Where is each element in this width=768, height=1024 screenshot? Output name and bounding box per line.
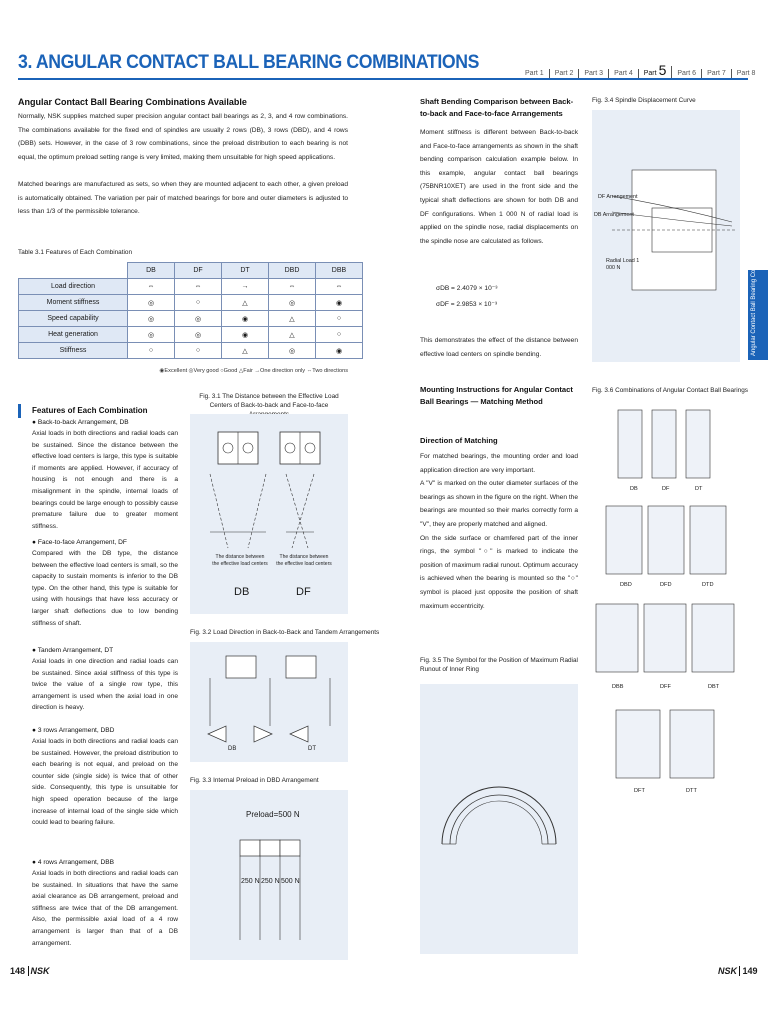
table-cell: △: [269, 311, 316, 327]
formula-db: σDB = 2.4079 × 10⁻³: [436, 285, 498, 292]
table-cell: ◎: [269, 295, 316, 311]
fig36-caption: Fig. 3.6 Combinations of Angular Contact Ball Bearings: [592, 387, 748, 394]
table-cell: ◎: [128, 295, 175, 311]
table-cell: ◎: [269, 343, 316, 359]
table-cell: △: [222, 295, 269, 311]
intro-paragraph-2: Matched bearings are manufactured as sets, so when they are mounted adjacent to each other, a given preload is automatically obtained. The variation per pair of matched bearings for bore and outer diameters is adjusted to less than 1/3 of the permissible tolerance.: [18, 181, 348, 216]
direction-body: [420, 450, 578, 613]
feature-title: ● 3 rows Arrangement, DBD: [32, 727, 115, 734]
row-label: Speed capability: [19, 311, 128, 327]
feature-db: [32, 418, 178, 532]
title-rule: [18, 78, 748, 80]
shaft-heading: Shaft Bending Comparison between Back-to-back and Face-to-face Arrangements: [420, 97, 574, 118]
fig36-label: DFT: [634, 788, 645, 794]
table-cell: ○: [175, 295, 222, 311]
table-cell: ⇔: [269, 279, 316, 295]
table-col-header: DF: [175, 263, 222, 279]
feature-text: Axial loads in both directions and radial loads can be sustained. However, the preload distribution to each bearing is not equal, and preload on the counter side (single side) is twice that of other side. Consequently, this type is unsuitable for high speed operation because of the large increase of internal load of the single side which could lead to bearing failure.: [32, 738, 178, 827]
part-link[interactable]: Part 4: [609, 69, 639, 78]
shaft-text: Moment stiffness is different between Back-to-back and Face-to-face arrangements as shown in the shaft bending comparison calculation example below. In this example, angular contact ball bearings (75BNR10XET) are used in the front side and the typical shaft deflections are shown for both DB and DF configurations. When 1 000 N of radial load is applied on the spindle nose, radial displacements on the spindle nose are calculated as follows.: [420, 129, 578, 245]
fig36-label: DBD: [620, 582, 632, 588]
table-cell: ◎: [128, 311, 175, 327]
part-current-label: Part: [643, 70, 657, 77]
footer-left: [10, 966, 50, 976]
side-tab-label: Angular Contact Ball Bearing Combinations: [751, 240, 757, 356]
formula-df: σDF = 2.9853 × 10⁻³: [436, 301, 498, 308]
fig31-caption: Fig. 3.1 The Distance between the Effective Load Centers of Back-to-back and Face-to-face: [199, 393, 339, 409]
table-cell: △: [269, 327, 316, 343]
direction-text: For matched bearings, the mounting order and load application direction are very important.: [420, 453, 578, 474]
feature-dt: [32, 646, 178, 714]
fig35-caption: Fig. 3.5 The Symbol for the Position of Maximum Radial Runout of Inner Ring: [420, 657, 578, 673]
feature-text: Axial loads in both directions and radial loads can be sustained. Since the distance between the effective load centers is large, this type is suitable if moments are applied. However, if accuracy of housing is not enough and there is a misalignment in the spindle, internal loads of bearings could be large enough to possibly cause premature failure due to greater moment stiffness.: [32, 430, 178, 530]
fig32-panel: [190, 642, 348, 762]
part-navigation: [520, 62, 760, 78]
fig34-panel: [592, 110, 740, 362]
fig35-ring-diagram: [420, 684, 578, 954]
fig36-diagram: [592, 400, 740, 800]
fig35-panel: [420, 684, 578, 954]
page-number-right: 149: [742, 966, 758, 976]
direction-text: On the side surface or chamfered part of the inner rings, the symbol "○" is marked to indicate the position of maximum radial runout. Optimum accuracy is achieved when the bearing is mounted so the "○" symbol is placed just opposite the position of shaft maximum eccentricity.: [420, 534, 578, 610]
feature-text: Axial loads in one direction and radial loads can be sustained. Since axial stiffness of this type is twice the value of a single row type, this arrangement is used when the axial load in one direction is heavy.: [32, 658, 178, 712]
table-row: [19, 295, 363, 311]
table-cell: △: [222, 343, 269, 359]
table-legend: ◉Excellent ◎Very good ○Good △Fair →One direction only ⇔Two directions: [159, 368, 348, 374]
fig36-label: DTD: [702, 582, 714, 588]
table-corner: [19, 263, 128, 279]
table-cell: ○: [175, 343, 222, 359]
part-link[interactable]: Part 6: [672, 69, 702, 78]
feature-title: ● Back-to-back Arrangement, DB: [32, 419, 129, 426]
fig36-panel: [592, 400, 740, 800]
part-link[interactable]: Part 2: [550, 69, 580, 78]
fig34-caption: Fig. 3.4 Spindle Displacement Curve: [592, 97, 696, 104]
brand-logo-right: NSK: [718, 966, 740, 976]
feature-dbb: [32, 858, 178, 949]
fig33-panel: [190, 790, 348, 960]
feature-df: [32, 538, 178, 629]
part-link[interactable]: Part 3: [579, 69, 609, 78]
feature-title: ● Tandem Arrangement, DT: [32, 647, 114, 654]
table-row: [19, 327, 363, 343]
table-cell: ⇔: [128, 279, 175, 295]
heading-bar: [18, 404, 21, 418]
fig31-diagram: [190, 414, 348, 614]
fig31-label-df: DF: [296, 586, 311, 598]
row-label: Stiffness: [19, 343, 128, 359]
fig32-diagram: [190, 642, 348, 752]
section-side-tab[interactable]: [748, 240, 768, 360]
fig36-label: DFD: [660, 582, 672, 588]
page-number-left: 148: [10, 966, 26, 976]
fig36-label: DFF: [660, 684, 671, 690]
table-col-header: DB: [128, 263, 175, 279]
fig36-label: DF: [662, 486, 670, 492]
features-table: [18, 262, 363, 359]
fig33-load: 250 N: [241, 878, 260, 885]
table-cell: ○: [128, 343, 175, 359]
part-link[interactable]: Part 7: [702, 69, 732, 78]
table-cell: ◉: [222, 311, 269, 327]
fig34-load-label: Radial Load 1 000 N: [606, 258, 640, 271]
table-cell: ◎: [175, 327, 222, 343]
part-current-number: 5: [658, 62, 667, 78]
feature-title: ● Face-to-face Arrangement, DF: [32, 539, 127, 546]
table-row: [19, 279, 363, 295]
fig33-load: 250 N: [261, 878, 280, 885]
part-link[interactable]: Part 8: [736, 70, 756, 77]
table-cell: ◉: [222, 327, 269, 343]
row-label: Moment stiffness: [19, 295, 128, 311]
mount-heading: Mounting Instructions for Angular Contact Ball Bearings — Matching Method: [420, 385, 573, 406]
fig31-note-df: The distance between the effective load centers: [276, 554, 332, 567]
table-cell: ◉: [316, 295, 363, 311]
section-heading: Angular Contact Ball Bearing Combinations Available: [18, 97, 247, 107]
table-cell: ○: [316, 327, 363, 343]
fig36-label: DTT: [686, 788, 697, 794]
fig32-caption: Fig. 3.2 Load Direction in Back-to-Back and Tandem Arrangements: [190, 629, 380, 636]
table-col-header: DT: [222, 263, 269, 279]
feature-title: ● 4 rows Arrangement, DBB: [32, 859, 115, 866]
table-cell: ⇔: [175, 279, 222, 295]
shaft-conclusion: This demonstrates the effect of the distance between effective load centers on spindle bending.: [420, 337, 578, 358]
fig34-diagram: [592, 110, 740, 362]
feature-text: Axial loads in both directions and radial loads can be sustained. In situations that have the same axial clearance as DB arrangement, preload and stiffness are twice that of the DB arrangement. Also, the permissible axial load of a 4 row arrangement is larger than that of a DB arrangement.: [32, 870, 178, 947]
direction-text: A "V" is marked on the outer diameter surfaces of the bearings as shown in the figure on the right. When the bearings are mounted so their marks correctly form a "V", they are properly matched and aligned.: [420, 480, 578, 528]
fig31-label-db: DB: [234, 586, 250, 598]
table-col-header: DBB: [316, 263, 363, 279]
table-cell: ◉: [316, 343, 363, 359]
fig33-caption: Fig. 3.3 Internal Preload in DBD Arrangement: [190, 777, 319, 784]
footer-right: [718, 966, 758, 976]
fig31-note-db: The distance between the effective load centers: [212, 554, 268, 567]
brand-logo-left: NSK: [28, 966, 50, 976]
feature-text: Compared with the DB type, the distance between the effective load centers is small, so the capacity to sustain moments is inferior to the DB type. On the other hand, this type is suitable for using with housings that have less accuracy or larger shaft deflections due to low bending stiffness of shaft.: [32, 550, 178, 627]
intro-paragraph: Normally, NSK supplies matched super precision angular contact ball bearings as 2, 3, and 4 row combinations. The combinations available for the fixed end of spindles are usually 2 rows (DB), 3 rows (DBD), and 4 rows (DBB) sets. However, in the case of 3 row combinations, since the preload distribution to each bearing is not equal, the optimum preload setting range is very limited, making them unsuitable for high speed applications.: [18, 113, 348, 161]
table-cell: →: [222, 279, 269, 295]
fig36-label: DB: [630, 486, 638, 492]
table-cell: ◎: [128, 327, 175, 343]
fig36-label: DT: [695, 486, 703, 492]
table-col-header: DBD: [269, 263, 316, 279]
fig33-load: 500 N: [281, 878, 300, 885]
features-heading: Features of Each Combination: [32, 406, 148, 415]
row-label: Heat generation: [19, 327, 128, 343]
part-link[interactable]: Part 1: [520, 69, 550, 78]
fig33-preload: Preload=500 N: [246, 810, 300, 819]
fig32-label-db: DB: [228, 746, 237, 752]
fig34-db-label: DB Arrangement: [594, 212, 634, 218]
part-link-current[interactable]: [639, 62, 673, 78]
fig32-label-dt: DT: [308, 746, 316, 752]
direction-heading: Direction of Matching: [420, 436, 498, 445]
fig34-df-label: DF Arrangement: [598, 194, 638, 200]
fig31-panel: [190, 414, 348, 614]
table-cell: ⇔: [316, 279, 363, 295]
feature-dbd: [32, 726, 178, 829]
fig36-label: DBT: [708, 684, 720, 690]
table-row: [19, 343, 363, 359]
table-caption: Table 3.1 Features of Each Combination: [18, 249, 133, 256]
table-cell: ○: [316, 311, 363, 327]
fig36-label: DBB: [612, 684, 624, 690]
table-row: [19, 311, 363, 327]
page-title: 3. ANGULAR CONTACT BALL BEARING COMBINATIONS: [18, 52, 480, 73]
row-label: Load direction: [19, 279, 128, 295]
table-cell: ◎: [175, 311, 222, 327]
